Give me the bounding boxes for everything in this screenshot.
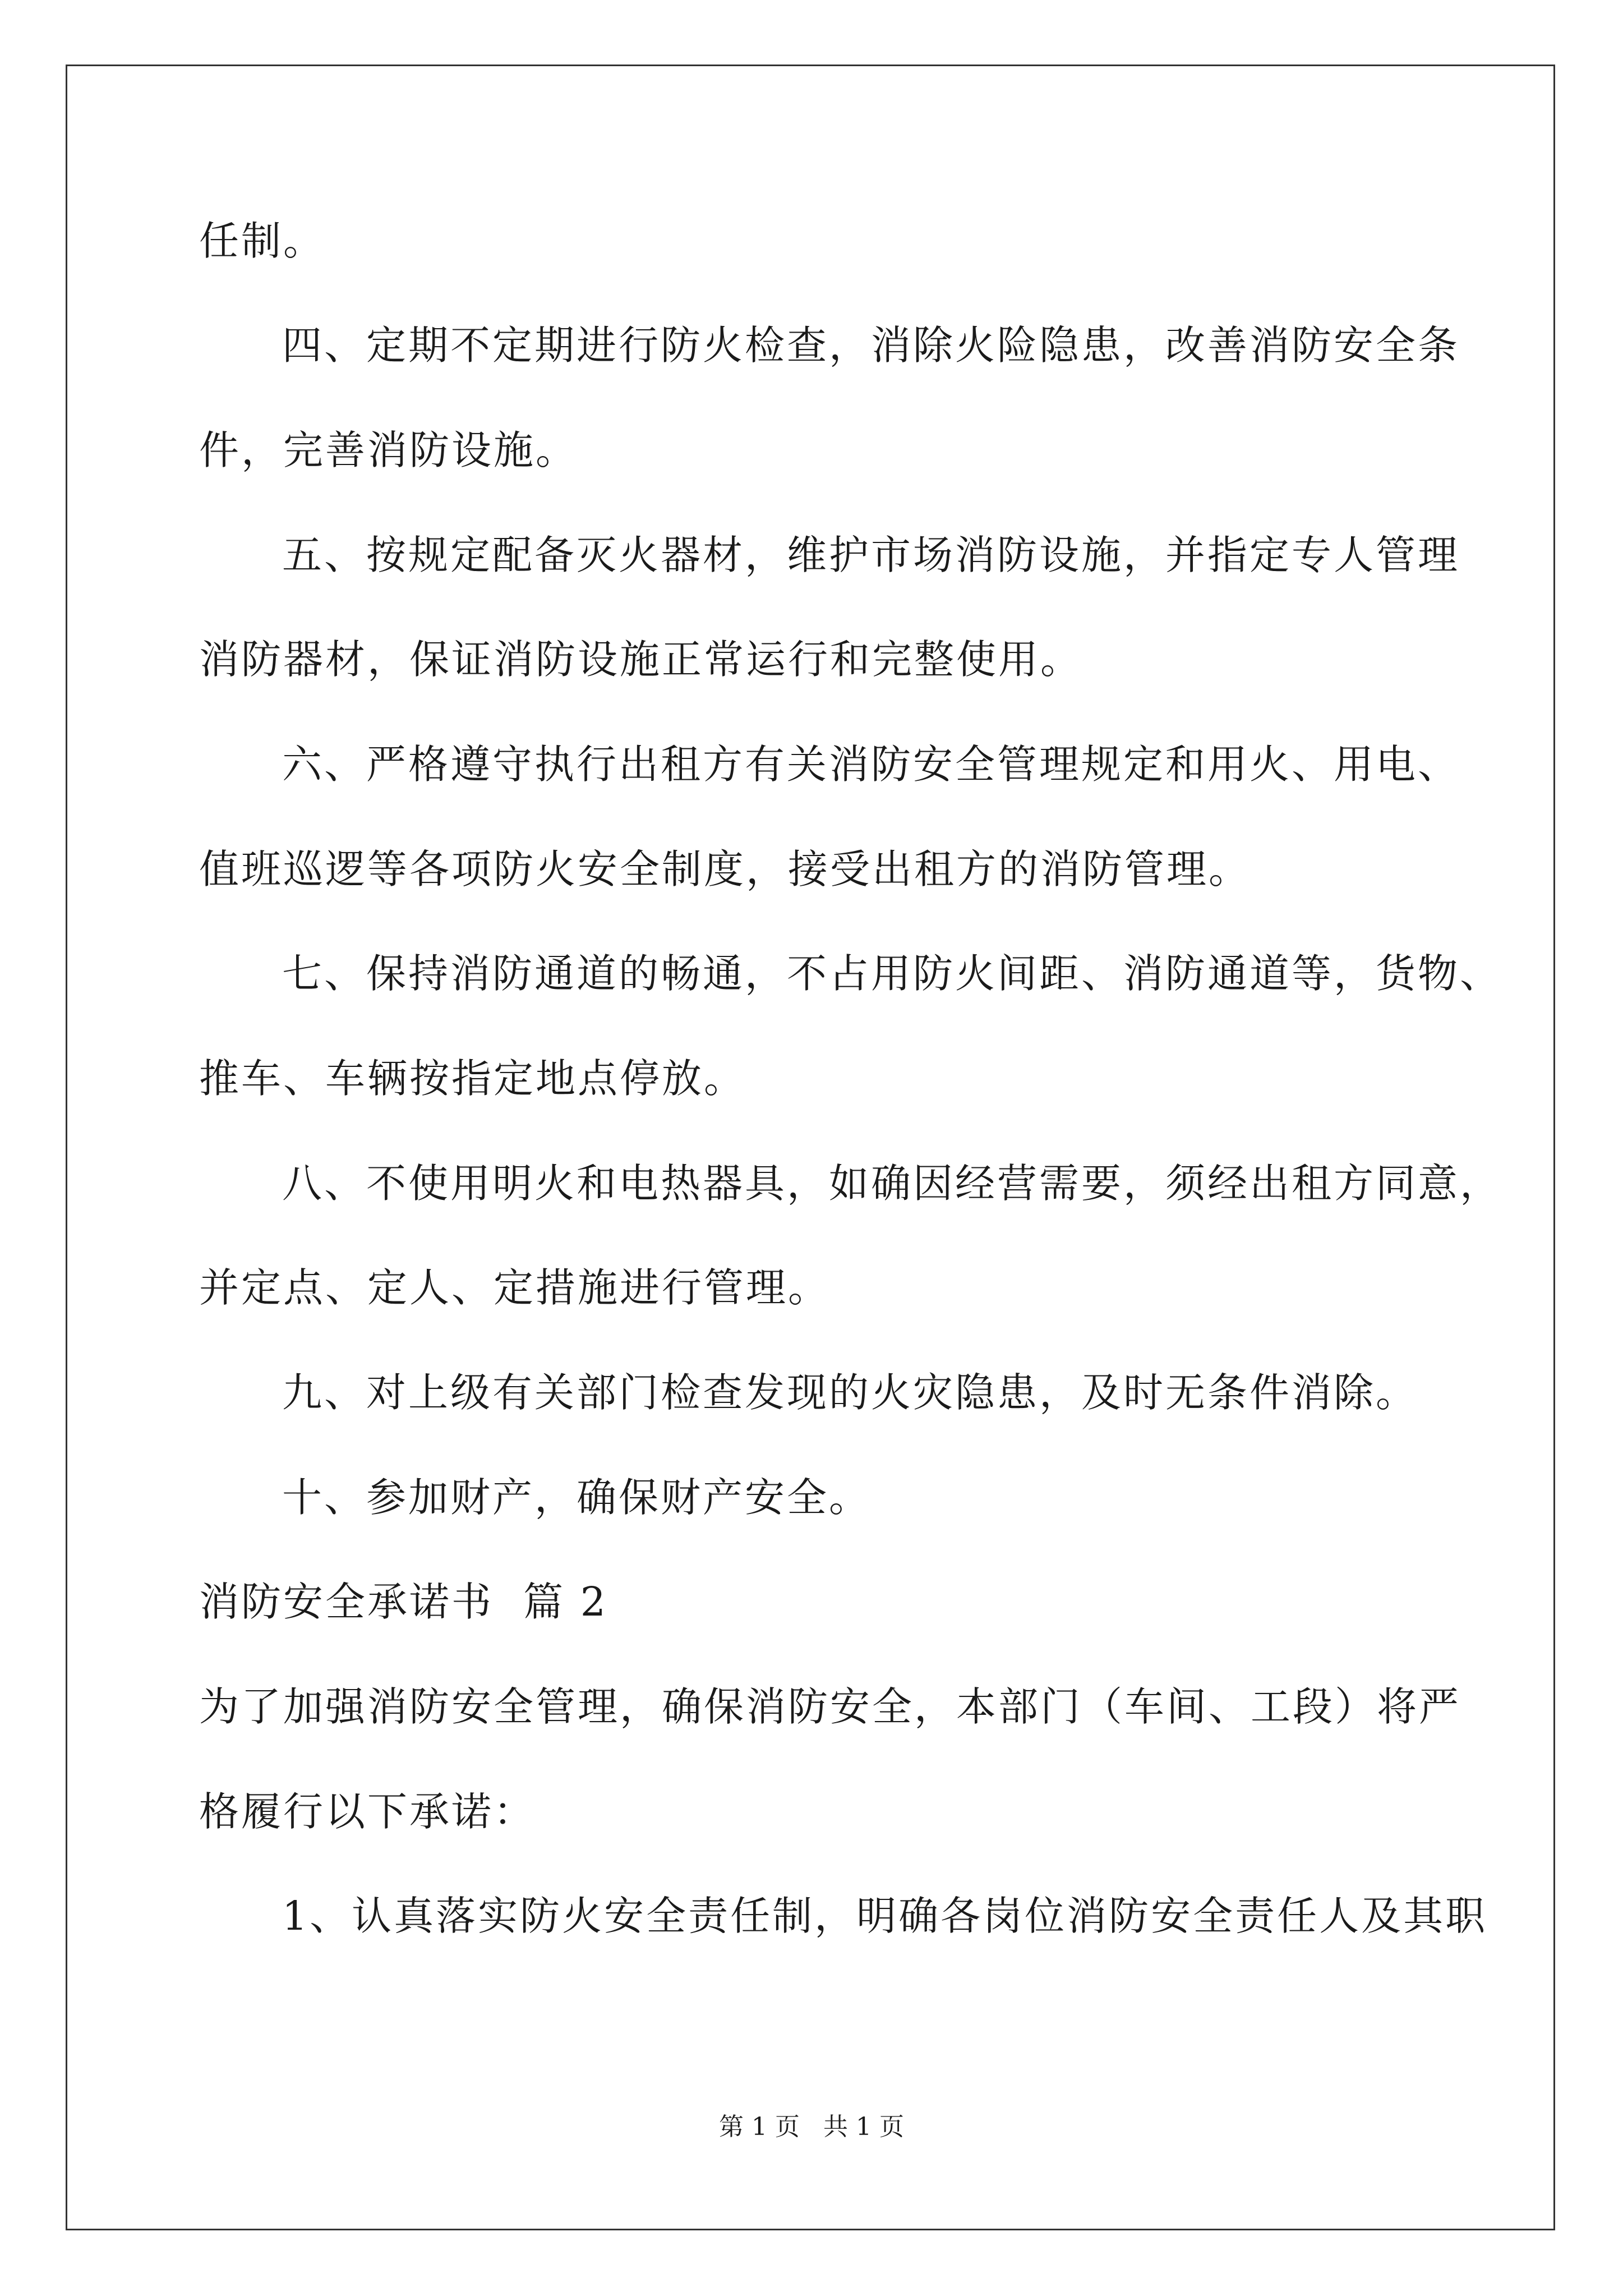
paragraph-line: 五、按规定配备灭火器材，维护市场消防设施，并指定专人管理 (282, 532, 1460, 578)
text-line: 件，完善消防设施。 (199, 427, 578, 473)
paragraph-line: 七、保持消防通道的畅通，不占用防火间距、消防通道等，货物、 (282, 950, 1502, 997)
section-heading: 消防安全承诺书 篇 2 (199, 1579, 608, 1625)
text-line: 任制。 (199, 218, 326, 264)
text-line: 值班巡逻等各项防火安全制度，接受出租方的消防管理。 (199, 846, 1251, 892)
text-line: 格履行以下承诺： (199, 1788, 536, 1835)
text-line: 并定点、定人、定措施进行管理。 (199, 1264, 831, 1311)
paragraph-line: 1、认真落实防火安全责任制，明确各岗位消防安全责任人及其职 (282, 1893, 1488, 1939)
text-line: 推车、车辆按指定地点停放。 (199, 1055, 746, 1102)
page-number-footer: 第 1 页 共 1 页 (719, 2113, 904, 2141)
paragraph-line: 八、不使用明火和电热器具，如确因经营需要，须经出租方同意， (282, 1160, 1502, 1207)
paragraph-line: 十、参加财产，确保财产安全。 (282, 1474, 872, 1521)
text-line: 消防器材，保证消防设施正常运行和完整使用。 (199, 636, 1083, 683)
paragraph-line: 九、对上级有关部门检查发现的火灾隐患，及时无条件消除。 (282, 1369, 1418, 1416)
paragraph-line: 四、定期不定期进行防火检查，消除火险隐患，改善消防安全条 (282, 322, 1460, 369)
text-line: 为了加强消防安全管理，确保消防安全，本部门（车间、工段）将严 (199, 1683, 1461, 1730)
paragraph-line: 六、严格遵守执行出租方有关消防安全管理规定和用火、用电、 (282, 741, 1460, 788)
